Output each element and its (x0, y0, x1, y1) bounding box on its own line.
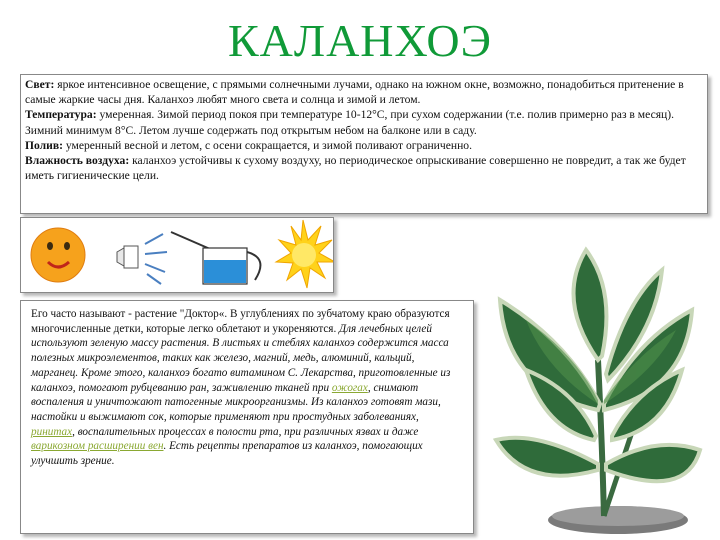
humidity-label: Влажность воздуха: (25, 154, 130, 168)
burns-link[interactable]: ожогах (331, 381, 368, 394)
watering-text: умеренный весной и летом, с осени сокращается, и зимой поливают ограниченно. (62, 138, 472, 152)
description-intro: Его часто называют - растение "Доктор«. В углублениях по зубчатому краю образуются многочисленные детки, которые легко облетают и укореняются. (31, 308, 450, 335)
kalanchoe-plant-image (486, 240, 706, 534)
description-text (21, 301, 473, 469)
watering-label: Полив: (25, 138, 63, 152)
temperature-text: умеренная. Зимой период покоя при температуре 10-12°С, при сухом содержании (т.е. полив примерно раз в месяц). Зимний минимум 8°С. Летом лучше содержать под открытым небом на балконе или в саду. (25, 108, 675, 137)
temperature-label: Температура: (25, 108, 97, 122)
description-box (20, 300, 474, 534)
light-label: Свет: (25, 78, 55, 91)
description-medical: Для лечебных целей используют зеленую массу растения. В листьях и стеблях каланхоэ содержится масса полезных микроэлементов, таких как железо, магний, медь, алюминий, кальций, марганец. Кроме этого, каланхоэ богато витамином С. Лекарства, приготовленные из каланхоэ, помогают рубцеванию ран, заживлению тканей при ожогах, снимают воспаления и уничтожают патогенные микроорганизмы. Из каланхоэ готовят мази, настойки и выжимают сок, которые применяют при простудных заболеваниях, ринитах, воспалительных процессах в полости рта, при различных язвах и даже варикозном расширении вен. Есть рецепты препаратов из каланхоэ, помогающих улучшить зрение. (31, 322, 451, 468)
care-text (21, 75, 707, 185)
page-title: КАЛАНХОЭ (227, 15, 492, 66)
spray-bottle-icon (117, 234, 167, 284)
care-info-box (20, 74, 708, 214)
light-text: яркое интенсивное освещение, с прямыми солнечными лучами, однако на южном окне, возможно, понадобиться притенение в самые жаркие часы дня. Каланхоэ любят много света и солнца и зимой и летом. (25, 78, 684, 107)
sun-icon (276, 220, 333, 288)
varicose-link[interactable]: варикозном расширении вен (31, 440, 164, 453)
humidity-text: каланхоэ устойчивы к сухому воздуху, но периодическое опрыскивание совершенно не повредит, а так же будет иметь гигиенические цели. (25, 154, 686, 183)
rhinitis-link[interactable]: ринитах (31, 425, 73, 438)
smiley-icon (31, 228, 85, 282)
watering-can-icon (171, 232, 260, 284)
care-icons-box (20, 217, 334, 293)
